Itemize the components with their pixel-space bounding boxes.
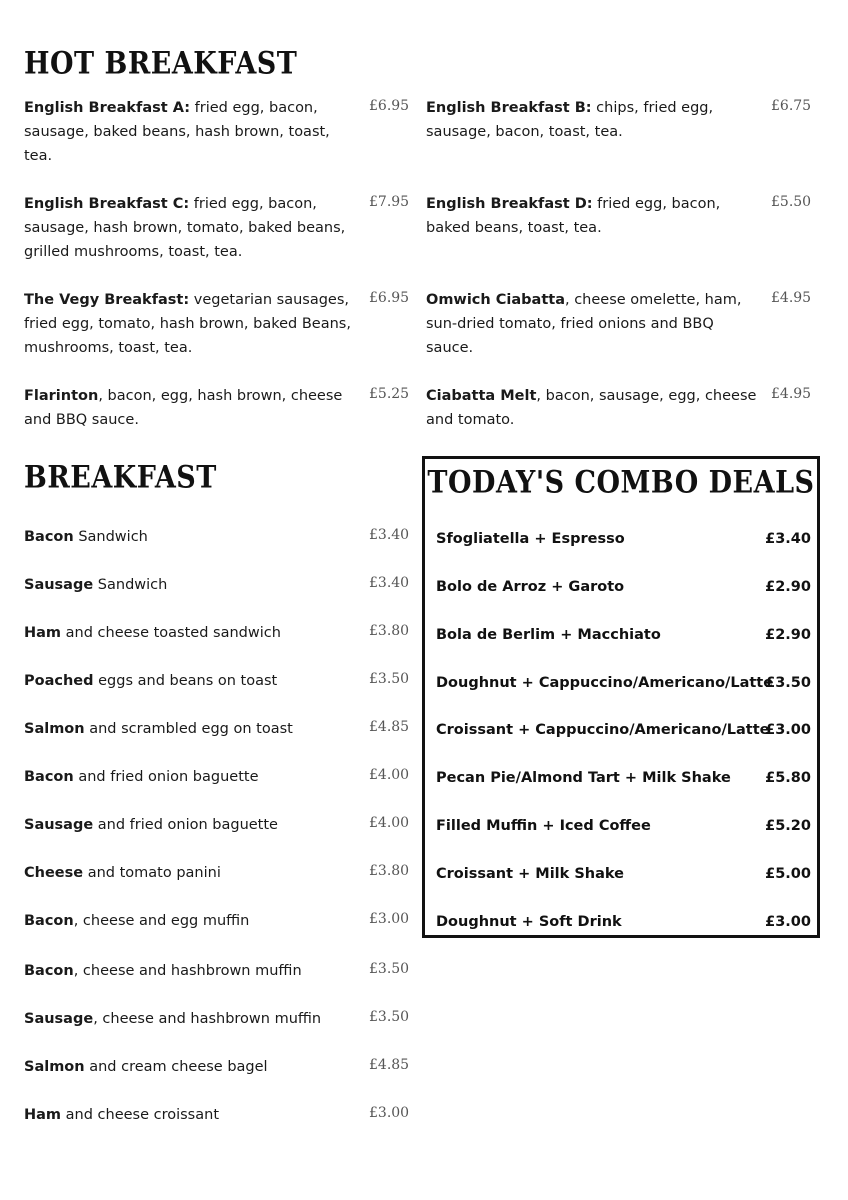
menu-item xyxy=(24,573,167,597)
combo-item: Filled Muffin + Iced Coffee xyxy=(436,818,651,834)
menu-item xyxy=(24,384,359,432)
item-name: Sausage xyxy=(24,817,94,833)
menu-item xyxy=(24,288,359,360)
item-desc: , bacon, egg, hash brown, cheese and BBQ sauce. xyxy=(24,388,343,428)
item-name: Flarinton xyxy=(24,388,99,404)
item-desc: fried egg, bacon, sausage, hash brown, tomato, baked beans, grilled mushrooms, toast, tea. xyxy=(24,196,346,260)
menu-item xyxy=(24,1103,219,1127)
item-name: The Vegy Breakfast: xyxy=(24,292,190,308)
menu-item xyxy=(24,909,249,933)
item-desc: and cream cheese bagel xyxy=(84,1059,268,1075)
item-desc: , cheese and hashbrown muffin xyxy=(73,963,302,979)
menu-item xyxy=(24,525,148,549)
menu-item xyxy=(24,959,302,983)
menu-item xyxy=(426,384,762,432)
item-desc: , cheese and hashbrown muffin xyxy=(93,1011,322,1027)
item-name: English Breakfast A: xyxy=(24,100,191,116)
item-desc: Sandwich xyxy=(93,577,168,593)
combo-price: £5.80 xyxy=(765,770,811,786)
item-desc: and cheese toasted sandwich xyxy=(61,625,281,641)
item-name: English Breakfast C: xyxy=(24,196,190,212)
item-price: £3.50 xyxy=(369,671,410,687)
combo-price: £3.00 xyxy=(765,914,811,930)
menu-item xyxy=(24,1055,268,1079)
item-price: £3.50 xyxy=(369,961,410,977)
combo-price: £2.90 xyxy=(765,579,811,595)
combo-item: Sfogliatella + Espresso xyxy=(436,531,625,547)
item-price: £3.00 xyxy=(369,1105,410,1121)
combo-deals-heading: TODAY'S COMBO DEALS xyxy=(427,465,815,501)
item-name: Sausage xyxy=(24,1011,94,1027)
item-desc: Sandwich xyxy=(73,529,148,545)
item-price: £7.95 xyxy=(369,194,410,210)
menu-item xyxy=(426,288,762,360)
combo-item: Pecan Pie/Almond Tart + Milk Shake xyxy=(436,770,731,786)
item-price: £6.75 xyxy=(771,98,812,114)
combo-price: £5.00 xyxy=(765,866,811,882)
combo-item: Croissant + Milk Shake xyxy=(436,866,624,882)
menu-item xyxy=(426,96,762,144)
item-name: Bacon xyxy=(24,769,74,785)
item-price: £3.80 xyxy=(369,863,410,879)
menu-item xyxy=(24,861,221,885)
item-desc: eggs and beans on toast xyxy=(93,673,278,689)
combo-deals-box xyxy=(422,456,820,938)
menu-item xyxy=(24,621,281,645)
item-price: £4.00 xyxy=(369,767,410,783)
item-name: Cheese xyxy=(24,865,84,881)
menu-item xyxy=(24,1007,321,1031)
combo-item: Doughnut + Cappuccino/Americano/Latte xyxy=(436,675,774,691)
item-name: English Breakfast D: xyxy=(426,196,593,212)
item-name: Bacon xyxy=(24,963,74,979)
item-price: £3.40 xyxy=(369,527,410,543)
item-price: £4.85 xyxy=(369,1057,410,1073)
item-desc: fried egg, bacon, sausage, baked beans, hash brown, toast, tea. xyxy=(24,100,330,164)
item-price: £5.25 xyxy=(369,386,410,402)
item-name: Omwich Ciabatta xyxy=(426,292,565,308)
item-name: Ciabatta Melt xyxy=(426,388,537,404)
item-price: £6.95 xyxy=(369,290,410,306)
item-name: English Breakfast B: xyxy=(426,100,592,116)
breakfast-heading: BREAKFAST xyxy=(24,460,217,496)
combo-price: £3.00 xyxy=(765,722,811,738)
item-name: Poached xyxy=(24,673,94,689)
item-desc: vegetarian sausages, fried egg, tomato, hash brown, baked Beans, mushrooms, toast, tea. xyxy=(24,292,351,356)
combo-price: £2.90 xyxy=(765,627,811,643)
hot-breakfast-heading: HOT BREAKFAST xyxy=(24,46,298,82)
item-price: £3.50 xyxy=(369,1009,410,1025)
combo-item: Croissant + Cappuccino/Americano/Latte xyxy=(436,722,770,738)
item-name: Sausage xyxy=(24,577,94,593)
item-desc: , cheese and egg muffin xyxy=(73,913,250,929)
item-price: £4.00 xyxy=(369,815,410,831)
combo-item: Doughnut + Soft Drink xyxy=(436,914,622,930)
menu-item xyxy=(426,192,762,240)
item-name: Ham xyxy=(24,1107,62,1123)
item-desc: and cheese croissant xyxy=(61,1107,220,1123)
item-price: £3.80 xyxy=(369,623,410,639)
item-price: £5.50 xyxy=(771,194,812,210)
menu-item xyxy=(24,813,278,837)
menu-item xyxy=(24,669,277,693)
combo-price: £5.20 xyxy=(765,818,811,834)
item-desc: and fried onion baguette xyxy=(73,769,259,785)
combo-price: £3.40 xyxy=(765,531,811,547)
item-name: Ham xyxy=(24,625,62,641)
item-name: Salmon xyxy=(24,721,85,737)
item-price: £4.95 xyxy=(771,386,812,402)
item-price: £6.95 xyxy=(369,98,410,114)
menu-item xyxy=(24,192,359,264)
menu-item xyxy=(24,96,359,168)
item-desc: and scrambled egg on toast xyxy=(84,721,293,737)
item-price: £3.40 xyxy=(369,575,410,591)
item-desc: fried egg, bacon, baked beans, toast, tea. xyxy=(426,196,721,236)
item-desc: chips, fried egg, sausage, bacon, toast, tea. xyxy=(426,100,714,140)
combo-item: Bolo de Arroz + Garoto xyxy=(436,579,625,595)
menu-item xyxy=(24,765,259,789)
item-desc: , bacon, sausage, egg, cheese and tomato. xyxy=(426,388,757,428)
item-desc: , cheese omelette, ham, sun-dried tomato, fried onions and BBQ sauce. xyxy=(426,292,742,356)
item-price: £3.00 xyxy=(369,911,410,927)
combo-price: £3.50 xyxy=(765,675,811,691)
item-name: Bacon xyxy=(24,529,74,545)
item-name: Salmon xyxy=(24,1059,85,1075)
item-desc: and tomato panini xyxy=(83,865,221,881)
item-name: Bacon xyxy=(24,913,74,929)
menu-item xyxy=(24,717,293,741)
item-price: £4.85 xyxy=(369,719,410,735)
item-desc: and fried onion baguette xyxy=(93,817,278,833)
item-price: £4.95 xyxy=(771,290,812,306)
combo-item: Bola de Berlim + Macchiato xyxy=(436,627,661,643)
